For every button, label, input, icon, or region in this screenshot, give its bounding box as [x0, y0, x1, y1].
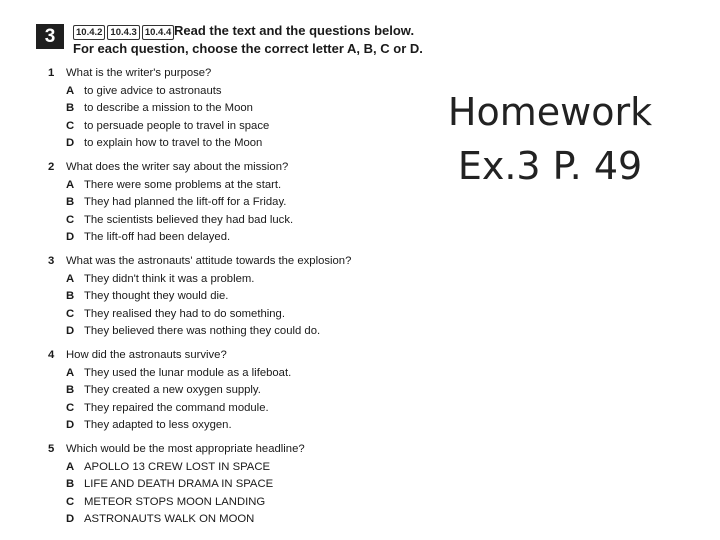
exercise-number: 3 [36, 24, 64, 49]
option-letter: A [66, 272, 75, 285]
option-text: They didn't think it was a problem. [84, 272, 255, 285]
option-text: to persuade people to travel in space [84, 119, 270, 132]
question-text: What does the writer say about the mission? [66, 161, 289, 173]
option-letter: B [66, 196, 75, 208]
exercise-code: 10.4.4 [142, 25, 174, 40]
option-letter: B [66, 290, 75, 302]
option-text: ASTRONAUTS WALK ON MOON [84, 513, 255, 525]
option-letter: A [66, 460, 75, 473]
option-text: APOLLO 13 CREW LOST IN SPACE [84, 460, 271, 473]
option-text: They thought they would die. [84, 290, 229, 302]
option-letter: A [66, 84, 75, 97]
option-letter: B [66, 478, 75, 490]
exercise-code: 10.4.2 [73, 25, 105, 40]
option-text: They believed there was nothing they could do. [84, 325, 321, 337]
option-letter: A [66, 366, 75, 379]
option-letter: C [66, 401, 75, 414]
question-text: Which would be the most appropriate headline? [66, 443, 305, 455]
instruction-line-1: Read the text and the questions below. [174, 23, 415, 38]
question-number: 5 [48, 443, 55, 455]
homework-block [440, 85, 660, 193]
option-text: They realised they had to do something. [84, 307, 285, 320]
option-letter: D [66, 231, 75, 243]
instruction-line-2: For each question, choose the correct letter A, B, C or D. [73, 41, 423, 56]
option-text: to describe a mission to the Moon [84, 102, 253, 114]
question-number: 4 [48, 349, 55, 361]
option-letter: B [66, 102, 75, 114]
option-text: The lift-off had been delayed. [84, 231, 231, 243]
option-letter: A [66, 178, 75, 191]
option-text: The scientists believed they had bad luck. [84, 213, 294, 226]
exercise-code: 10.4.3 [107, 25, 139, 40]
question-number: 1 [48, 67, 55, 79]
option-letter: D [66, 419, 75, 431]
question-text: What is the writer's purpose? [66, 67, 212, 79]
option-letter: B [66, 384, 75, 396]
option-letter: C [66, 495, 75, 508]
option-text: They created a new oxygen supply. [84, 384, 261, 396]
question-text: What was the astronauts' attitude towards the explosion? [66, 255, 352, 267]
option-letter: D [66, 325, 75, 337]
option-letter: C [66, 307, 75, 320]
option-text: They repaired the command module. [84, 401, 269, 414]
option-text: There were some problems at the start. [84, 178, 282, 191]
exercise-codes [73, 25, 174, 40]
option-text: METEOR STOPS MOON LANDING [84, 495, 266, 508]
homework-reference: Ex.3 P. 49 [457, 144, 643, 188]
option-letter: D [66, 513, 75, 525]
option-text: They used the lunar module as a lifeboat. [84, 366, 292, 379]
option-text: They adapted to less oxygen. [84, 419, 232, 431]
question-text: How did the astronauts survive? [66, 349, 227, 361]
option-text: LIFE AND DEATH DRAMA IN SPACE [84, 478, 274, 490]
question-number: 3 [48, 255, 55, 267]
option-text: They had planned the lift-off for a Friday. [84, 196, 287, 208]
option-letter: D [66, 137, 75, 149]
question-number: 2 [48, 161, 55, 173]
option-text: to give advice to astronauts [84, 84, 222, 97]
option-letter: C [66, 213, 75, 226]
option-letter: C [66, 119, 75, 132]
option-text: to explain how to travel to the Moon [84, 137, 263, 149]
homework-title: Homework [447, 90, 653, 134]
